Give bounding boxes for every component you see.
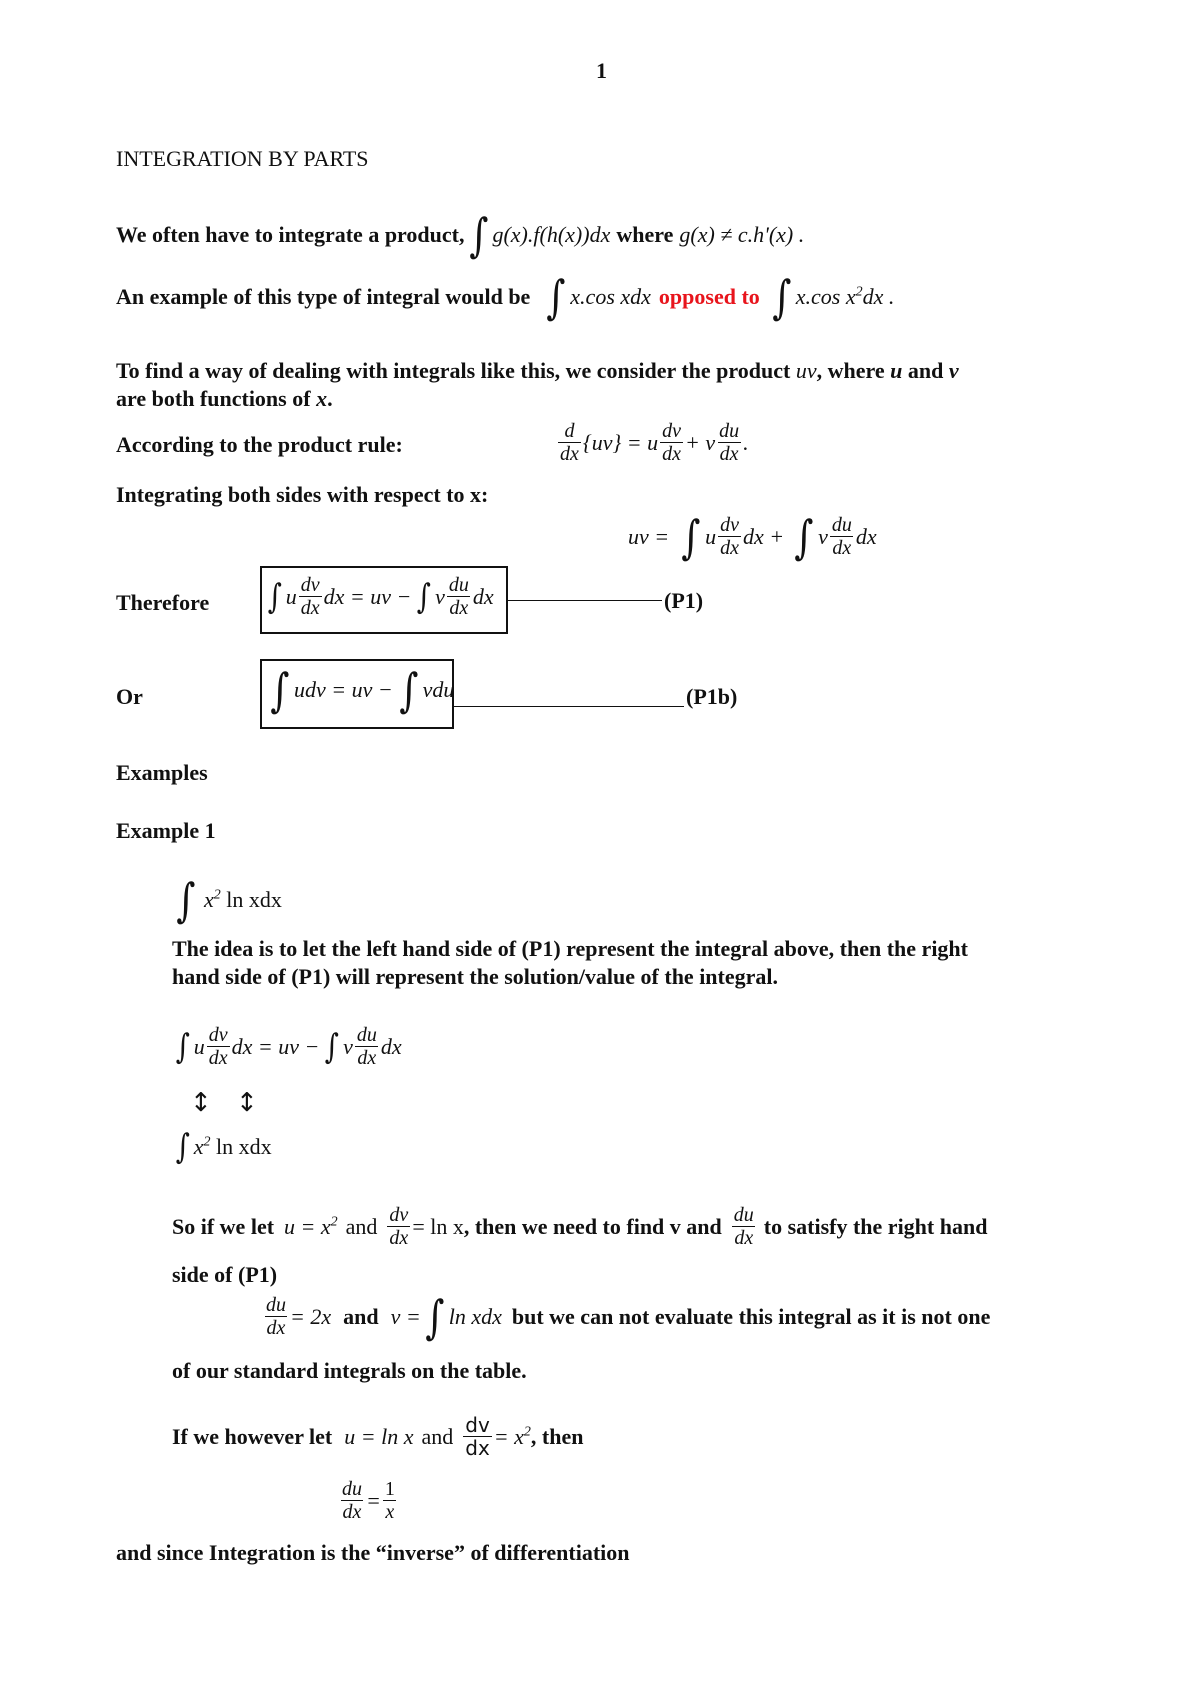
example1-p1-formula: ∫ u $\frac{dv}{dx}$ dx = uv − ∫ v $\frac{du}{dx}$ dx bbox=[175, 1024, 402, 1069]
integral-sign: ∫ bbox=[399, 663, 419, 717]
integrating-formula: uv = ∫ u $\frac{dv}{dx}$ dx + ∫ v $\frac{du}{dx}$ dx bbox=[628, 509, 877, 564]
p1-tag: (P1) bbox=[664, 588, 704, 613]
integral-sign: ∫ bbox=[175, 1026, 190, 1067]
integral-sign: ∫ bbox=[175, 1127, 190, 1167]
integral-sign: ∫ bbox=[425, 1289, 445, 1344]
p1b-formula: ∫ udv = uv − ∫ vdu bbox=[270, 663, 455, 717]
if-however-line: If we however let u = ln x and $\frac{dv}{dx}$ = $x^2$ , then bbox=[172, 1413, 584, 1460]
integral-sign: ∫ bbox=[546, 270, 566, 324]
example-type-lead: An example of this type of integral would be bbox=[116, 284, 531, 309]
so-if-line: So if we let $u = x^2$ and $\frac{dv}{dx}$ = ln x , then we need to find v and $\frac{du}{dx}$ to satisfy the right hand bbox=[172, 1204, 988, 1249]
intro-lead: We often have to integrate a product, bbox=[116, 222, 465, 247]
or-label: Or bbox=[116, 684, 143, 709]
since-line: and since Integration is the “inverse” of differentiation bbox=[116, 1540, 630, 1565]
therefore-label: Therefore bbox=[116, 590, 210, 615]
intro-line bbox=[116, 210, 804, 260]
integral-sign: ∫ bbox=[176, 873, 196, 927]
p1-dash bbox=[506, 600, 662, 601]
idea-line-2: hand side of (P1) will represent the solution/value of the integral. bbox=[172, 964, 779, 989]
page-number: 1 bbox=[596, 58, 607, 83]
product-rule-formula: $\frac{d}{dx}$ {uv} = u $\frac{dv}{dx}$ + v $\frac{du}{dx}$ . bbox=[560, 420, 749, 465]
correspondence-arrows: ↕ ↕ bbox=[190, 1088, 266, 1118]
integrating-label: Integrating both sides with respect to x: bbox=[116, 482, 489, 507]
integral-sign: ∫ bbox=[417, 576, 432, 617]
du-line: $\frac{du}{dx}$ = 2x and v = ∫ ln xdx but we can not evaluate this integral as it is not one bbox=[266, 1289, 991, 1344]
example-type-line bbox=[116, 272, 894, 322]
example-first-integrand: x.cos xdx bbox=[570, 284, 651, 309]
p1b-dash bbox=[452, 706, 684, 707]
integral-sign: ∫ bbox=[681, 509, 701, 564]
side-of-p1: side of (P1) bbox=[172, 1262, 278, 1287]
integral-sign: ∫ bbox=[794, 509, 814, 564]
opposed-to-text: opposed to bbox=[658, 284, 760, 309]
example1-lhs-integral: ∫ $x^2$ ln xdx bbox=[175, 1127, 272, 1167]
page-title: INTEGRATION BY PARTS bbox=[116, 146, 369, 171]
p1b-tag: (P1b) bbox=[686, 684, 738, 709]
example-second-integrand: x.cos $x^2dx$ . bbox=[795, 284, 895, 309]
deal-line-2: are both functions of x. bbox=[116, 386, 333, 411]
examples-heading: Examples bbox=[116, 760, 208, 785]
deal-line-1: To find a way of dealing with integrals like this, we consider the product uv, where u and v bbox=[116, 358, 959, 383]
example1-heading: Example 1 bbox=[116, 818, 216, 843]
standard-line: of our standard integrals on the table. bbox=[172, 1358, 527, 1383]
integral-sign: ∫ bbox=[267, 576, 282, 617]
intro-where: where bbox=[616, 222, 674, 247]
product-rule-label: According to the product rule: bbox=[116, 432, 403, 457]
intro-condition: g(x) ≠ c.h'(x) . bbox=[679, 222, 805, 247]
example1-integral: ∫ $x^2$ ln xdx bbox=[176, 873, 282, 927]
intro-integrand: g(x).f(h(x))dx bbox=[492, 222, 611, 247]
integral-sign: ∫ bbox=[325, 1026, 340, 1067]
du-over-dx-result: $\frac{du}{dx}$ = $\frac{1}{x}$ bbox=[342, 1478, 395, 1523]
idea-line-1: The idea is to let the left hand side of (P1) represent the integral above, then the right bbox=[172, 936, 968, 961]
integral-sign: ∫ bbox=[772, 270, 792, 324]
integral-sign: ∫ bbox=[468, 208, 489, 262]
integral-sign: ∫ bbox=[270, 663, 290, 717]
p1-formula: ∫ u $\frac{dv}{dx}$ dx = uv − ∫ v $\frac{du}{dx}$ dx bbox=[267, 574, 494, 619]
